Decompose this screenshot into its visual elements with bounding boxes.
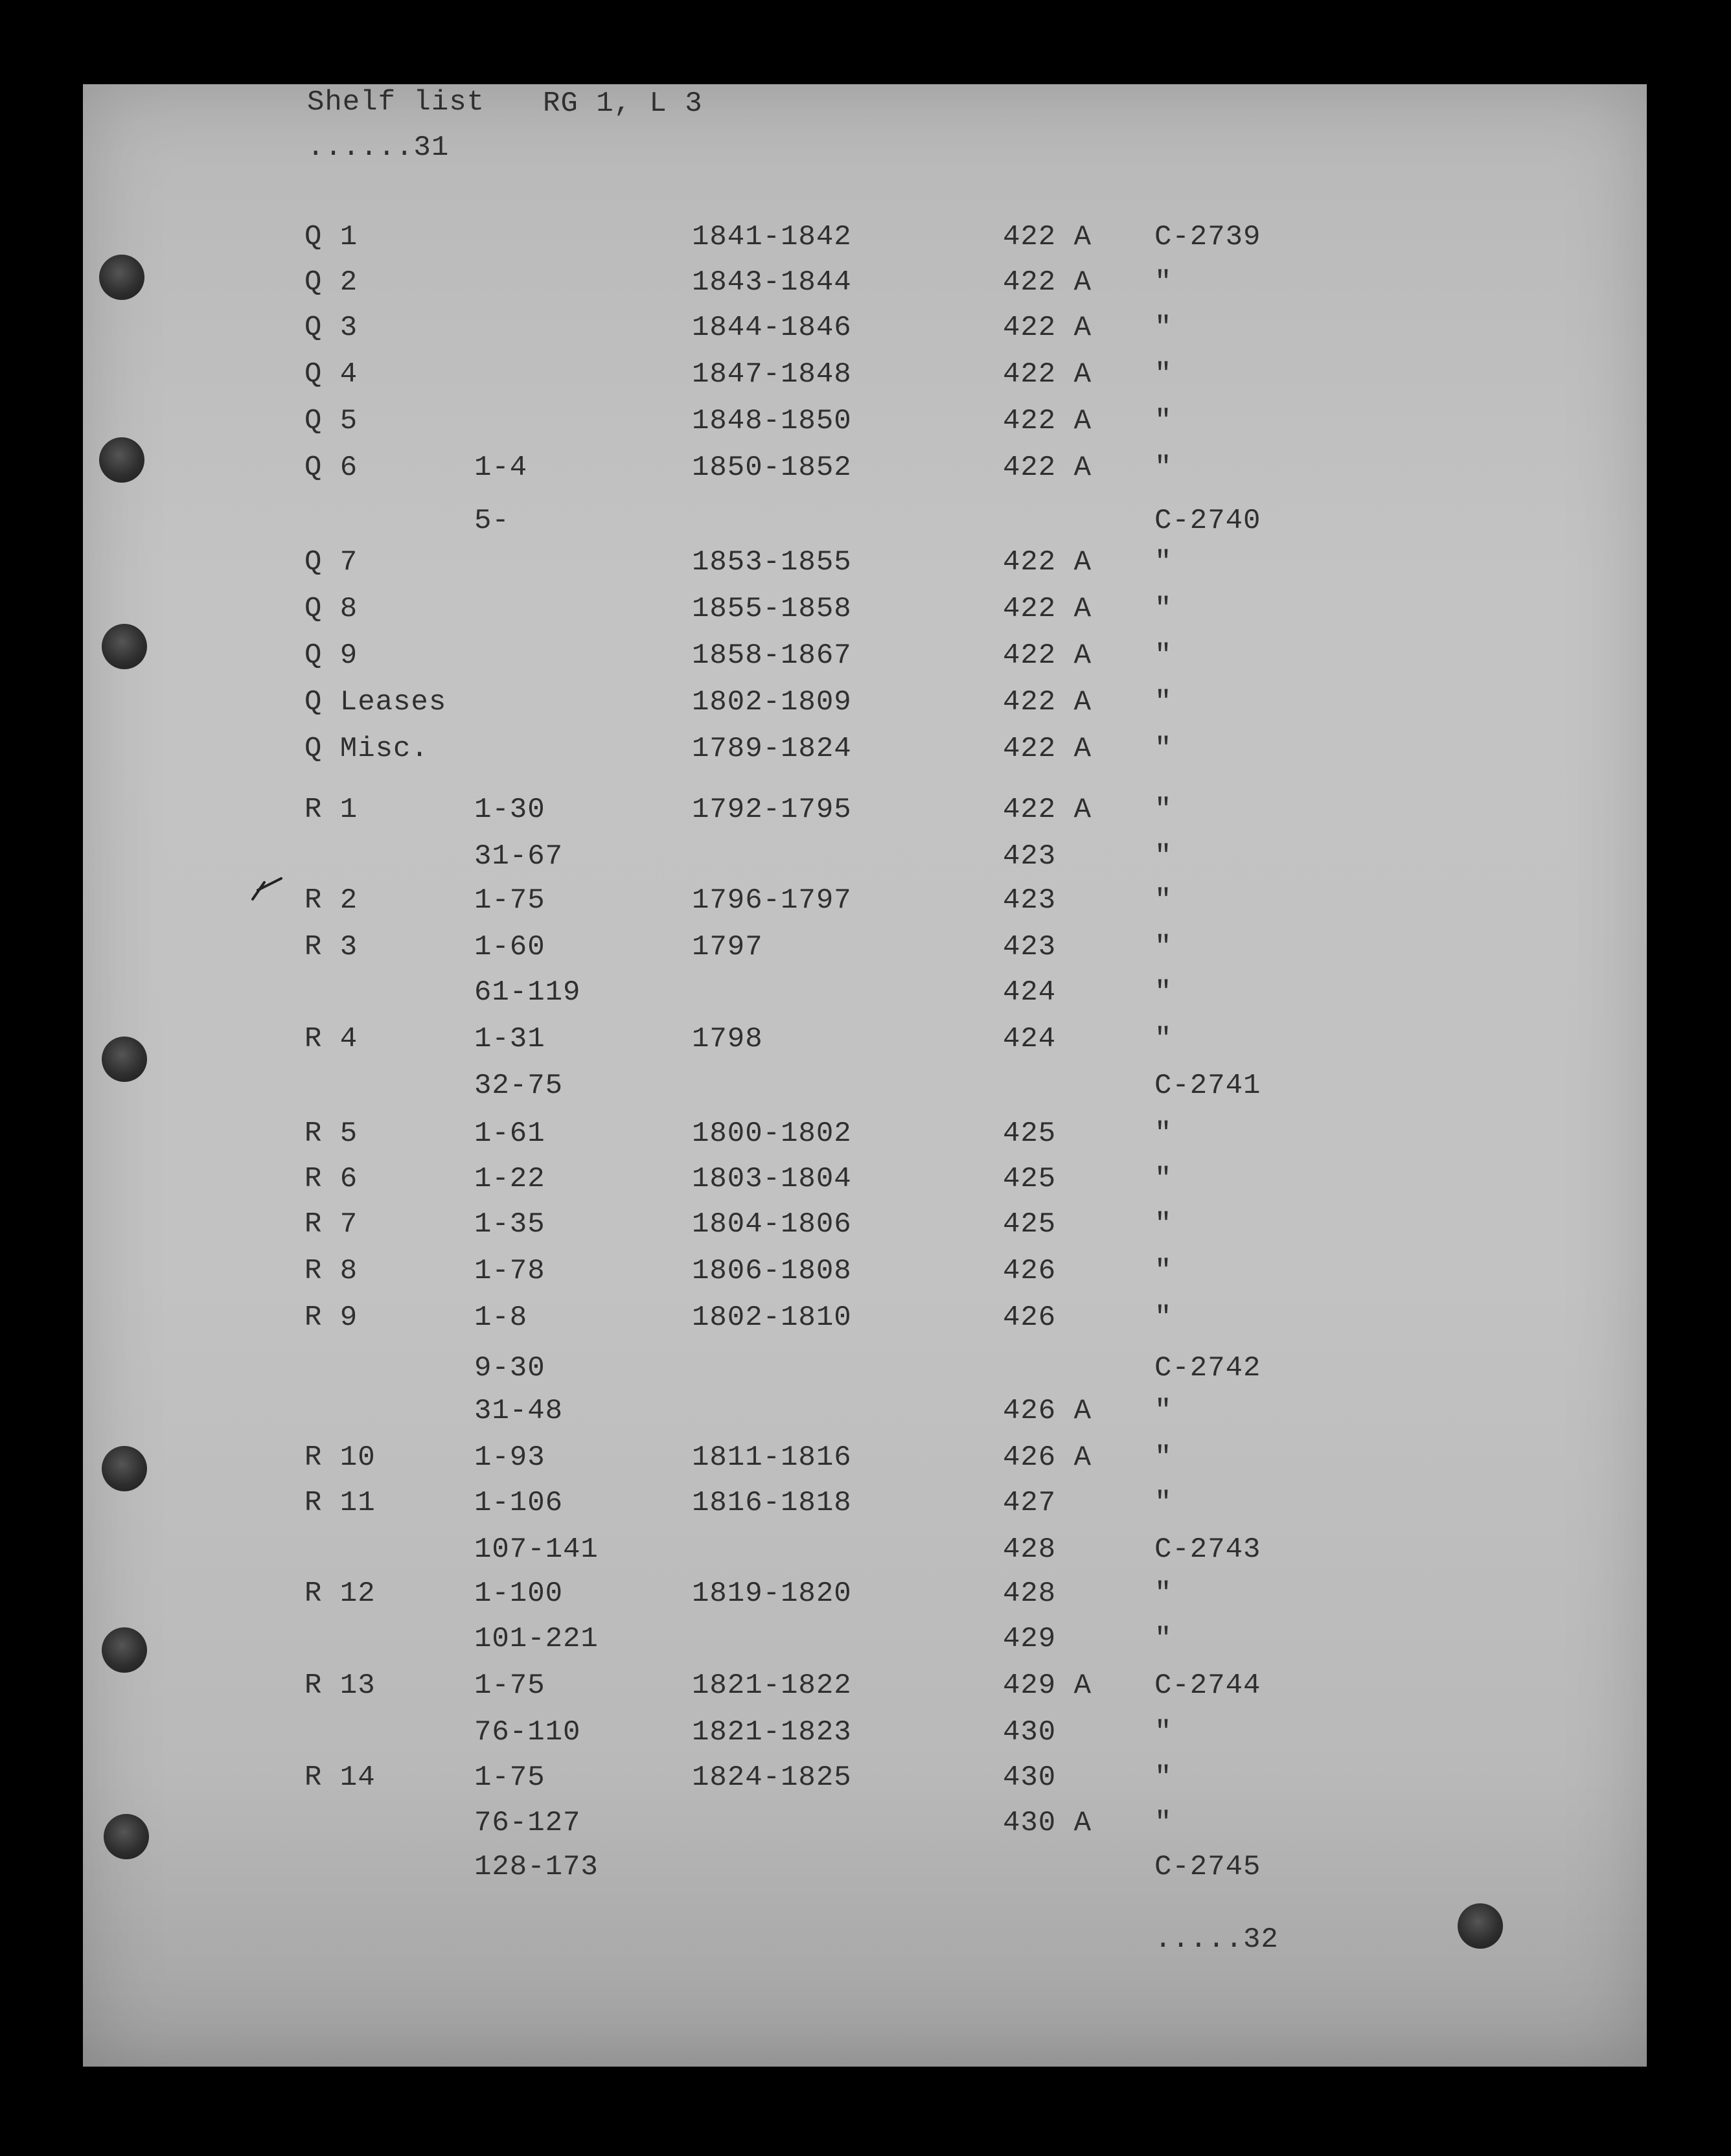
- cell-film: ": [1154, 266, 1173, 299]
- table-row: [0, 595, 1731, 634]
- cell-dates: 1824-1825: [692, 1761, 852, 1794]
- cell-label: R 12: [304, 1577, 376, 1610]
- cell-film: ": [1154, 1807, 1173, 1839]
- cell-dates: 1800-1802: [692, 1118, 852, 1150]
- cell-label: Q 2: [304, 266, 358, 299]
- cell-film: ": [1154, 312, 1173, 344]
- cell-dates: 1844-1846: [692, 312, 852, 344]
- cell-box: 426 A: [1003, 1441, 1092, 1474]
- table-row: [0, 507, 1731, 545]
- cell-film: ": [1154, 546, 1173, 579]
- cell-label: R 8: [304, 1255, 358, 1287]
- cell-box: 425: [1003, 1208, 1057, 1241]
- cell-box: 422 A: [1003, 312, 1092, 344]
- cell-items: 31-48: [474, 1395, 564, 1427]
- cell-items: 1-93: [474, 1441, 545, 1474]
- table-row: [0, 1025, 1731, 1064]
- cell-film: C-2740: [1154, 505, 1261, 537]
- cell-label: Q Leases: [304, 686, 447, 718]
- cell-box: 430: [1003, 1761, 1057, 1794]
- cell-dates: 1803-1804: [692, 1163, 852, 1195]
- previous-page-ref: ......31: [307, 132, 450, 164]
- cell-film: C-2743: [1154, 1533, 1261, 1566]
- cell-box: 422 A: [1003, 221, 1092, 253]
- cell-items: 9-30: [474, 1352, 545, 1384]
- cell-label: Q 1: [304, 221, 358, 253]
- cell-items: 5-: [474, 505, 510, 537]
- cell-dates: 1819-1820: [692, 1577, 852, 1610]
- table-row: [0, 453, 1731, 492]
- header-title: Shelf list: [307, 86, 485, 119]
- cell-items: 107-141: [474, 1533, 599, 1566]
- cell-items: 1-100: [474, 1577, 564, 1610]
- cell-film: ": [1154, 593, 1173, 625]
- cell-box: 424: [1003, 1023, 1057, 1055]
- table-row: [0, 548, 1731, 587]
- cell-box: 428: [1003, 1533, 1057, 1566]
- cell-box: 422 A: [1003, 546, 1092, 579]
- cell-items: 1-22: [474, 1163, 545, 1195]
- cell-film: ": [1154, 1208, 1173, 1241]
- cell-dates: 1848-1850: [692, 405, 852, 437]
- cell-items: 1-61: [474, 1118, 545, 1150]
- cell-label: R 1: [304, 794, 358, 826]
- cell-box: 422 A: [1003, 794, 1092, 826]
- table-row: [0, 407, 1731, 446]
- cell-film: ": [1154, 1302, 1173, 1334]
- cell-items: 76-127: [474, 1807, 581, 1839]
- cell-dates: 1806-1808: [692, 1255, 852, 1287]
- cell-film: ": [1154, 1441, 1173, 1474]
- cell-box: 423: [1003, 931, 1057, 963]
- cell-film: ": [1154, 733, 1173, 765]
- cell-film: ": [1154, 1716, 1173, 1749]
- table-row: [0, 1257, 1731, 1296]
- punch-hole: [1458, 1903, 1503, 1949]
- cell-box: 422 A: [1003, 686, 1092, 718]
- cell-items: 1-75: [474, 1761, 545, 1794]
- table-row: [0, 268, 1731, 307]
- cell-box: 430 A: [1003, 1807, 1092, 1839]
- table-row: [0, 1119, 1731, 1158]
- cell-box: 428: [1003, 1577, 1057, 1610]
- cell-dates: 1843-1844: [692, 266, 852, 299]
- table-row: [0, 842, 1731, 881]
- cell-film: ": [1154, 405, 1173, 437]
- cell-dates: 1797: [692, 931, 763, 963]
- cell-film: ": [1154, 976, 1173, 1009]
- table-row: [0, 1853, 1731, 1892]
- cell-items: 1-78: [474, 1255, 545, 1287]
- cell-label: Q 8: [304, 593, 358, 625]
- cell-dates: 1802-1809: [692, 686, 852, 718]
- cell-label: R 3: [304, 931, 358, 963]
- cell-label: R 11: [304, 1487, 376, 1519]
- table-row: [0, 1809, 1731, 1848]
- table-row: [0, 1671, 1731, 1710]
- table-row: [0, 1718, 1731, 1757]
- cell-items: 1-75: [474, 1669, 545, 1702]
- cell-box: 429 A: [1003, 1669, 1092, 1702]
- cell-items: 76-110: [474, 1716, 581, 1749]
- cell-box: 430: [1003, 1716, 1057, 1749]
- cell-dates: 1796-1797: [692, 884, 852, 917]
- table-row: [0, 314, 1731, 352]
- table-row: [0, 1354, 1731, 1393]
- table-row: [0, 688, 1731, 727]
- table-row: [0, 933, 1731, 972]
- table-row: [0, 1535, 1731, 1574]
- table-row: [0, 1303, 1731, 1342]
- cell-items: 1-30: [474, 794, 545, 826]
- cell-label: R 7: [304, 1208, 358, 1241]
- table-row: [0, 1165, 1731, 1204]
- cell-box: 422 A: [1003, 358, 1092, 391]
- table-row: [0, 360, 1731, 399]
- cell-items: 31-67: [474, 840, 564, 873]
- cell-film: C-2739: [1154, 221, 1261, 253]
- record-group-ref: RG 1, L 3: [543, 87, 703, 120]
- cell-items: 1-4: [474, 452, 528, 484]
- table-row: [0, 1210, 1731, 1249]
- cell-label: Q 9: [304, 639, 358, 672]
- cell-film: ": [1154, 1395, 1173, 1427]
- cell-film: ": [1154, 1487, 1173, 1519]
- cell-dates: 1858-1867: [692, 639, 852, 672]
- cell-label: Q 4: [304, 358, 358, 391]
- cell-box: 422 A: [1003, 733, 1092, 765]
- cell-film: ": [1154, 1623, 1173, 1655]
- cell-label: R 2: [304, 884, 358, 917]
- cell-film: ": [1154, 1255, 1173, 1287]
- table-row: [0, 1579, 1731, 1618]
- table-row: [0, 223, 1731, 262]
- cell-film: ": [1154, 1761, 1173, 1794]
- table-row: [0, 1489, 1731, 1528]
- cell-box: 422 A: [1003, 593, 1092, 625]
- table-row: [0, 1397, 1731, 1436]
- table-row: [0, 1625, 1731, 1664]
- cell-label: Q 5: [304, 405, 358, 437]
- cell-film: C-2741: [1154, 1070, 1261, 1102]
- table-row: [0, 1763, 1731, 1802]
- cell-label: R 10: [304, 1441, 376, 1474]
- cell-dates: 1816-1818: [692, 1487, 852, 1519]
- cell-dates: 1855-1858: [692, 593, 852, 625]
- cell-label: Q 3: [304, 312, 358, 344]
- cell-label: Q 7: [304, 546, 358, 579]
- cell-label: R 6: [304, 1163, 358, 1195]
- cell-items: 1-8: [474, 1302, 528, 1334]
- cell-dates: 1811-1816: [692, 1441, 852, 1474]
- cell-items: 1-60: [474, 931, 545, 963]
- table-row: [0, 886, 1731, 925]
- cell-film: ": [1154, 1163, 1173, 1195]
- cell-items: 1-75: [474, 884, 545, 917]
- cell-dates: 1853-1855: [692, 546, 852, 579]
- cell-dates: 1789-1824: [692, 733, 852, 765]
- cell-box: 422 A: [1003, 452, 1092, 484]
- cell-items: 101-221: [474, 1623, 599, 1655]
- cell-items: 32-75: [474, 1070, 564, 1102]
- cell-box: 425: [1003, 1118, 1057, 1150]
- cell-film: ": [1154, 794, 1173, 826]
- cell-dates: 1804-1806: [692, 1208, 852, 1241]
- cell-dates: 1850-1852: [692, 452, 852, 484]
- cell-box: 426: [1003, 1302, 1057, 1334]
- cell-items: 128-173: [474, 1851, 599, 1883]
- cell-box: 422 A: [1003, 639, 1092, 672]
- cell-film: C-2744: [1154, 1669, 1261, 1702]
- cell-film: ": [1154, 639, 1173, 672]
- cell-film: ": [1154, 884, 1173, 917]
- cell-film: ": [1154, 1118, 1173, 1150]
- table-row: [0, 735, 1731, 774]
- cell-dates: 1802-1810: [692, 1302, 852, 1334]
- cell-label: R 9: [304, 1302, 358, 1334]
- cell-film: ": [1154, 452, 1173, 484]
- cell-film: C-2745: [1154, 1851, 1261, 1883]
- table-row: [0, 1443, 1731, 1482]
- cell-box: 424: [1003, 976, 1057, 1009]
- cell-label: R 5: [304, 1118, 358, 1150]
- table-row: [0, 1072, 1731, 1110]
- cell-items: 1-31: [474, 1023, 545, 1055]
- cell-box: 423: [1003, 840, 1057, 873]
- cell-label: Q Misc.: [304, 733, 429, 765]
- cell-box: 429: [1003, 1623, 1057, 1655]
- cell-film: ": [1154, 1023, 1173, 1055]
- cell-film: ": [1154, 840, 1173, 873]
- cell-film: ": [1154, 931, 1173, 963]
- cell-dates: 1792-1795: [692, 794, 852, 826]
- table-row: [0, 641, 1731, 680]
- cell-film: ": [1154, 686, 1173, 718]
- table-row: [0, 796, 1731, 834]
- cell-dates: 1841-1842: [692, 221, 852, 253]
- cell-box: 425: [1003, 1163, 1057, 1195]
- cell-box: 422 A: [1003, 266, 1092, 299]
- cell-items: 61-119: [474, 976, 581, 1009]
- next-page-ref: .....32: [1154, 1923, 1279, 1956]
- cell-items: 1-106: [474, 1487, 564, 1519]
- cell-dates: 1847-1848: [692, 358, 852, 391]
- cell-box: 426: [1003, 1255, 1057, 1287]
- table-row: [0, 978, 1731, 1017]
- cell-label: Q 6: [304, 452, 358, 484]
- cell-box: 426 A: [1003, 1395, 1092, 1427]
- cell-film: C-2742: [1154, 1352, 1261, 1384]
- cell-label: R 14: [304, 1761, 376, 1794]
- cell-label: R 13: [304, 1669, 376, 1702]
- cell-film: ": [1154, 1577, 1173, 1610]
- cell-film: ": [1154, 358, 1173, 391]
- cell-items: 1-35: [474, 1208, 545, 1241]
- cell-box: 427: [1003, 1487, 1057, 1519]
- cell-box: 423: [1003, 884, 1057, 917]
- cell-label: R 4: [304, 1023, 358, 1055]
- cell-box: 422 A: [1003, 405, 1092, 437]
- cell-dates: 1798: [692, 1023, 763, 1055]
- cell-dates: 1821-1822: [692, 1669, 852, 1702]
- cell-dates: 1821-1823: [692, 1716, 852, 1749]
